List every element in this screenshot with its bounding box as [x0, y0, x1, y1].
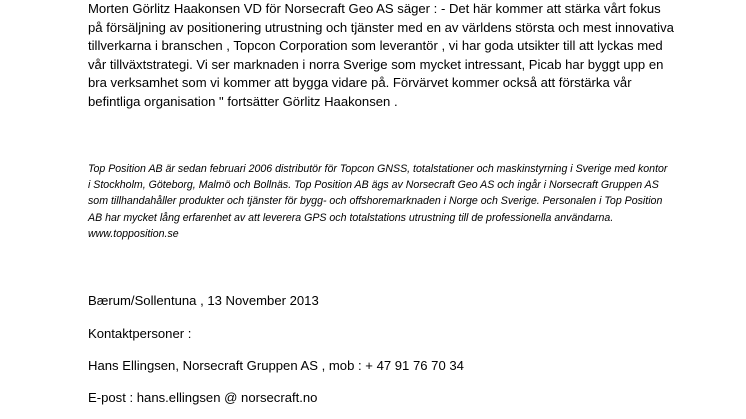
contact-person: Hans Ellingsen, Norsecraft Gruppen AS , mob : + 47 91 76 70 34 [88, 358, 464, 373]
quote-paragraph: Morten Görlitz Haakonsen VD för Norsecraft Geo AS säger : - Det här kommer att stärka vårt fokus på försäljning av positionering utrustning och tjänster med en av världens största och mest innovativa tillverkarna i branschen , Topcon Corporation som leverantör , vi har goda utsikter till att lyckas med vår tillväxtstrategi. Vi ser marknaden i norra Sverige som mycket intressant, Picab har byggt upp en bra verksamhet som vi kommer att bygga vidare på. Förvärvet kommer också att förstärka vår befintliga organisation " fortsätter Görlitz Haakonsen . [88, 1, 674, 109]
contact-heading: Kontaktpersoner : [88, 326, 192, 341]
company-description-paragraph: Top Position AB är sedan februari 2006 distributör för Topcon GNSS, totalstationer och maskinstyrning i Sverige med kontor i Stockholm, Göteborg, Malmö och Bollnäs. Top Position AB ägs av Norsecraft Geo AS och ingår i Norsecraft Gruppen AS som tillhandahåller produkter och tjänster för bygg- och offshoremarknaden i Norge och Sverige. Personalen i Top Position AB har mycket lång erfarenhet av att leverera GPS och totalstations utrustning till de professionella användarna. www.topposition.se [88, 163, 668, 240]
contact-email: E-post : hans.ellingsen @ norsecraft.no [88, 390, 318, 405]
dateline: Bærum/Sollentuna , 13 November 2013 [88, 293, 319, 308]
